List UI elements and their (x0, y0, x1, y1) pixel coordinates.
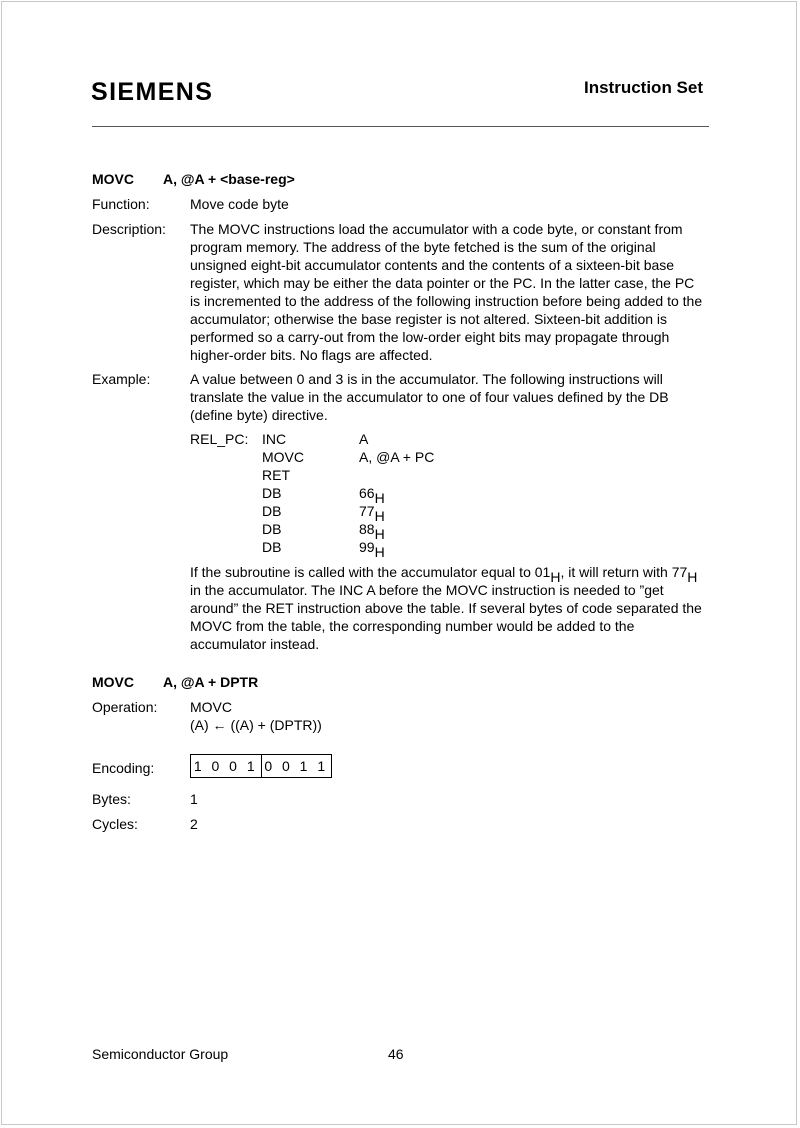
encoding-high-nibble: 1 0 0 1 (193, 758, 258, 774)
siemens-logo: SIEMENS (91, 78, 214, 106)
encoding-box (190, 754, 332, 778)
explanation-line: MOVC from the table, the corresponding number would be added to the (190, 618, 635, 634)
example-line: A value between 0 and 3 is in the accumulator. The following instructions will (190, 371, 663, 387)
description-label: Description: (92, 221, 166, 237)
section1-operands: A, @A + <base-reg> (163, 171, 295, 187)
description-line: accumulator; otherwise the base register is not altered. Sixteen-bit addition is (190, 311, 668, 327)
cycles-label: Cycles: (92, 816, 138, 832)
code-arg: $88_H$ (359, 521, 385, 542)
code-op: MOVC (262, 449, 304, 465)
code-label: REL_PC: (190, 431, 249, 447)
description-line: The MOVC instructions load the accumulator with a code byte, or constant from (190, 221, 683, 237)
explanation-line: If the subroutine is called with the accumulator equal to $01_H$, it will return with $77_H$ (190, 564, 698, 585)
bytes-label: Bytes: (92, 791, 131, 807)
section2-operands: A, @A + DPTR (163, 674, 259, 690)
example-label: Example: (92, 371, 151, 387)
explanation-line: accumulator instead. (190, 636, 320, 652)
description-text (190, 220, 715, 364)
example-line: translate the value in the accumulator to one of four values defined by the DB (190, 389, 669, 405)
encoding-low-nibble: 0 0 1 1 (261, 755, 332, 777)
page-title: Instruction Set (584, 78, 704, 97)
code-op: INC (262, 431, 287, 447)
code-op: DB (262, 539, 282, 555)
code-arg: $99_H$ (359, 539, 385, 560)
section2-mnemonic: MOVC (92, 674, 134, 690)
page-number: 46 (388, 1046, 404, 1062)
explanation-line: in the accumulator. The INC A before the MOVC instruction is needed to ”get (190, 582, 664, 598)
code-arg: A (359, 431, 369, 447)
operation-label: Operation: (92, 699, 158, 715)
code-arg: A, @A + PC (359, 449, 435, 465)
explanation-line: around” the RET instruction above the table. If several bytes of code separated the (190, 600, 702, 616)
description-line: higher-order bits. No flags are affected. (190, 347, 433, 363)
cycles-value: 2 (190, 816, 198, 832)
function-text: Move code byte (190, 196, 289, 212)
description-line: unsigned eight-bit accumulator contents and the contents of a sixteen-bit base (190, 257, 675, 273)
code-op: DB (262, 521, 282, 537)
code-arg: $77_H$ (359, 503, 385, 524)
function-label: Function: (92, 196, 150, 212)
example-line: (define byte) directive. (190, 407, 328, 423)
code-arg: $66_H$ (359, 485, 385, 506)
bytes-value: 1 (190, 791, 198, 807)
description-line: register, which may be either the data pointer or the PC. In the latter case, the PC (190, 275, 695, 291)
example-text (190, 370, 715, 424)
example-explanation (190, 563, 715, 653)
description-line: is incremented to the address of the following instruction before being added to the (190, 293, 703, 309)
code-op: DB (262, 503, 282, 519)
code-op: RET (262, 467, 290, 483)
code-op: DB (262, 485, 282, 501)
description-line: program memory. The address of the byte fetched is the sum of the original (190, 239, 656, 255)
header-divider (92, 126, 709, 127)
description-line: performed so a carry-out from the low-order eight bits may propagate through (190, 329, 670, 345)
footer-company: Semiconductor Group (92, 1046, 229, 1062)
encoding-label: Encoding: (92, 760, 155, 776)
operation-line1: MOVC (190, 699, 232, 715)
operation-line2: (A) ← ((A) + (DPTR)) (190, 717, 322, 733)
section1-mnemonic: MOVC (92, 171, 134, 187)
